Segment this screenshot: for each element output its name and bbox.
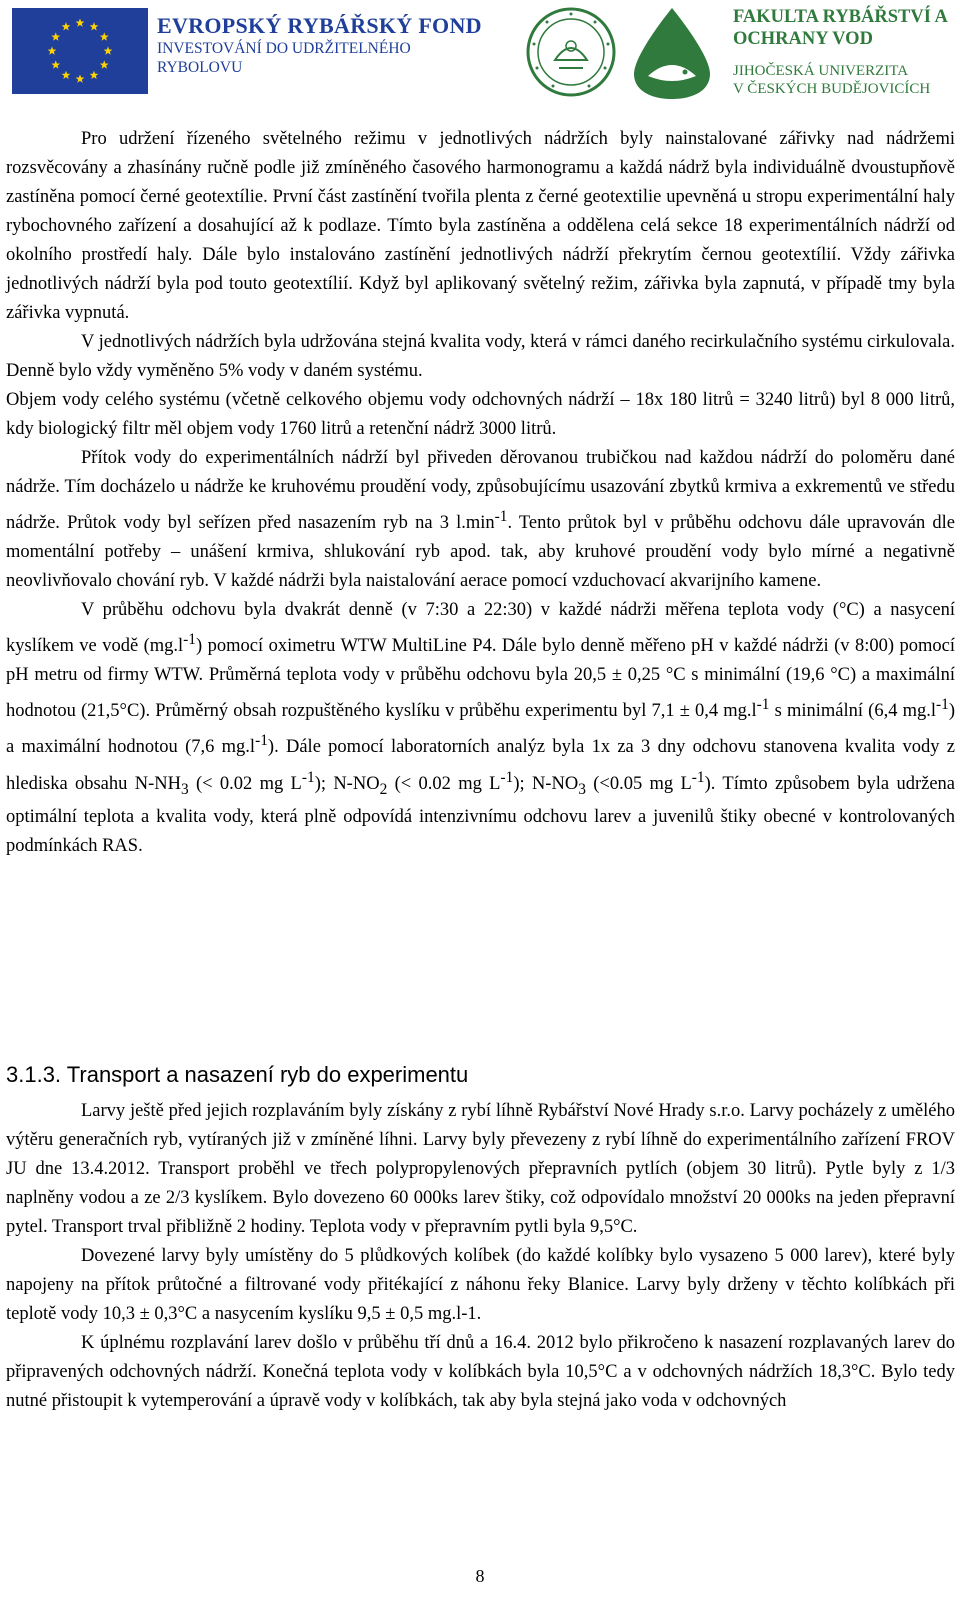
measure-sub: 3: [578, 780, 586, 798]
paragraph-larvae-placement: Dovezené larvy byly umístěny do 5 plůdkových kolíbek (do každé kolíbky bylo vysazeno 5 000 larev), které byly napojeny na přítok průtočné a filtrované vody přitékající z náhonu řeky Blanice. Larvy byly drženy v těchto kolíbkách při teplotě vody 10,3 ± 0,3°C a nasycením kyslíku 9,5 ± 0,5 mg.l-1.: [6, 1246, 955, 1324]
measure-text: (<0.05 mg L: [585, 773, 692, 794]
frov-title-line2: OCHRANY VOD: [733, 29, 873, 49]
eu-star-icon: [62, 71, 71, 79]
frov-drop-logo: [622, 6, 722, 100]
eu-star-icon: [76, 18, 85, 26]
measure-text: ) pomocí oximetru WTW MultiLine P4. Dále bylo denně měřeno pH v každé nádrži (v 8:00) pomocí pH metru od firmy WTW. Průměrná teplota vody v průběhu odchovu byla 20,5 ± 0,25 °C s minimální (19,6 °C) a maximální hodnotou (21,5°C). Průměrný obsah rozpuštěného kyslíku v průběhu experimentu byl 7,1 ± 0,4 mg.l: [6, 636, 955, 722]
section-heading: 3.1.3. Transport a nasazení ryb do experimentu: [6, 1062, 469, 1087]
page-number: 8: [475, 1566, 485, 1586]
eu-fund-subtitle-line2: RYBOLOVU: [157, 59, 243, 76]
eu-fund-subtitle-line1: INVESTOVÁNÍ DO UDRŽITELNÉHO: [157, 40, 411, 57]
measure-sub: 2: [379, 780, 388, 798]
eu-star-icon: [90, 71, 99, 79]
eu-star-icon: [104, 46, 113, 54]
eu-star-icon: [90, 22, 99, 30]
measure-sup: -1: [301, 768, 315, 786]
measure-sup: -1: [183, 631, 197, 649]
measure-text: ). Tímto způsobem byla udržena optimální teplota a kvalita vody, která plně odpovídá intenzivnímu odchovu larev a juvenilů štiky obecné v kontrolovaných podmínkách RAS.: [6, 773, 955, 857]
frov-title-line1: FAKULTA RYBÁŘSTVÍ A: [733, 7, 948, 27]
eu-fund-text: [157, 13, 482, 77]
eu-star-icon: [76, 74, 85, 82]
measure-text: ); N-NO: [513, 773, 579, 794]
page-header: [0, 0, 960, 104]
measure-sup: -1: [691, 768, 705, 786]
university-name-line2: V ČESKÝCH BUDĚJOVICÍCH: [733, 81, 931, 97]
inflow-text-part1: Přítok vody do experimentálních nádrží byl přiveden děrovanou trubičkou nad každou nádrží do poloměru dané nádrže. Tím docházelo u nádrže ke kruhovému proudění vody, způsobujícímu usazování zbytků krmiva a exkrementů ve středu nádrže. Průtok vody byl seřízen před nasazením ryb na 3 l.min: [6, 448, 955, 534]
eu-star-icon: [100, 60, 109, 68]
paragraph-larvae-origin: Larvy ještě před jejich rozplaváním byly získány z rybí líhně Rybářství Nové Hrady s.r.o. Larvy pocházely z umělého výtěru generačních ryb, vytíraných již v zmíněné líhni. Larvy byly převezeny z rybí líhně do experimentálního zařízení FROV JU dne 13.4.2012. Transport proběhl ve třech polypropylenových přepravních pytlích (objem 30 litrů). Pytle byly z 1/3 naplněny vodou a ze 2/3 kyslíkem. Bylo dovezeno 60 000ks larev štiky, což odpovídalo množství 20 000ks na jeden přepravní pytel. Transport trval přibližně 2 hodiny. Teplota vody v přepravním pytli byla 9,5°C.: [6, 1101, 955, 1237]
eu-flag-logo: [12, 8, 148, 94]
measure-sup: -1: [255, 732, 268, 750]
frov-text: [733, 6, 948, 98]
measure-sub: 3: [180, 780, 189, 798]
eu-star-icon: [51, 32, 60, 40]
measure-sup: -1: [500, 768, 514, 786]
measure-text: ) a maximální hodnotou (7,6 mg.l: [6, 701, 955, 758]
measure-text: (< 0.02 mg L: [188, 773, 302, 794]
measure-sup: -1: [935, 696, 949, 714]
paragraph-water-inflow: [6, 444, 955, 596]
measure-text: V průběhu odchovu byla dvakrát denně (v 7:30 a 22:30) v každé nádrži měřena teplota vody (°C) a nasycení kyslíkem ve vodě (mg.l: [6, 600, 955, 657]
measure-text: ). Dále pomocí laboratorních analýz byla 1x za 3 dny odchovu stanovena kvalita vody z hlediska obsahu N-NH: [6, 737, 956, 794]
eu-star-icon: [48, 46, 57, 54]
inflow-text-part2: . Tento průtok byl v průběhu odchovu dále upravován dle momentální potřeby – unášení krmiva, shlukování ryb apod. tak, aby kruhové proudění vody bylo mírné a negativně neovlivňovalo chování ryb. V každé nádrži byla naistalování aerace pomocí vzduchovací akvarijního kamene.: [6, 513, 955, 592]
eu-star-icon: [51, 60, 60, 68]
eu-star-icon: [62, 22, 71, 30]
university-seal-logo: [525, 6, 617, 98]
inflow-superscript: -1: [494, 508, 508, 525]
paragraph-larvae-stocking: K úplnému rozplavání larev došlo v průběhu tří dnů a 16.4. 2012 bylo přikročeno k nasazení rozplavaných larev do připravených odchovných nádrží. Konečná teplota vody v kolíbkách byla 10,5°C a v odchovných nádržích 18,3°C. Bylo tedy nutné přistoupit k vytemperování a úpravě vody v kolíbkách, tak aby byla stejná jako voda v odchovných: [6, 1333, 955, 1411]
university-name-line1: JIHOČESKÁ UNIVERZITA: [733, 63, 909, 79]
measure-text: ); N-NO: [314, 773, 380, 794]
paragraph-lighting: Pro udržení řízeného světelného režimu v jednotlivých nádržích byly nainstalované zářivky nad nádržemi rozsvěcovány a zhasínány ručně podle již zmíněného časového harmonogramu a každá nádrž byla individuálně dvoustupňově zastíněna pomocí černé geotextílie. První část zastínění tvořila plenta z černé geotextilie upevněná u stropu experimentální haly rybochovného zařízení a dosahující až k podlaze. Tímto byla zastíněna a oddělena celá sekce 18 experimentálních nádrží od okolního prostředí haly. Dále bylo instalováno zastínění jednotlivých nádrží překrytím černou geotextílií. Vždy zářivka jednotlivých nádrží byla pod touto geotextílií. Když byl aplikovaný světelný režim, zářivka byla zapnutá, v případě tmy byla zářivka vypnutá.: [6, 129, 955, 323]
measure-text: s minimální (6,4 mg.l: [769, 701, 936, 722]
measure-sup: -1: [756, 696, 770, 714]
measure-text: (< 0.02 mg L: [387, 773, 501, 794]
eu-star-icon: [100, 32, 109, 40]
main-body-text: [6, 125, 955, 861]
eu-fund-title: EVROPSKÝ RYBÁŘSKÝ FOND: [157, 13, 482, 38]
section-body-text: [6, 1097, 955, 1416]
paragraph-measurements: [6, 596, 955, 861]
paragraph-water-volume: Objem vody celého systému (včetně celkového objemu vody odchovných nádrží – 18x 180 litrů = 3240 litrů) byl 8 000 litrů, kdy biologický filtr měl objem vody 1760 litrů a retenční nádrž 3000 litrů.: [6, 390, 955, 439]
paragraph-water-quality: V jednotlivých nádržích byla udržována stejná kvalita vody, která v rámci daného recirkulačního systému cirkulovala. Denně bylo vždy vyměněno 5% vody v daném systému.: [6, 332, 955, 381]
